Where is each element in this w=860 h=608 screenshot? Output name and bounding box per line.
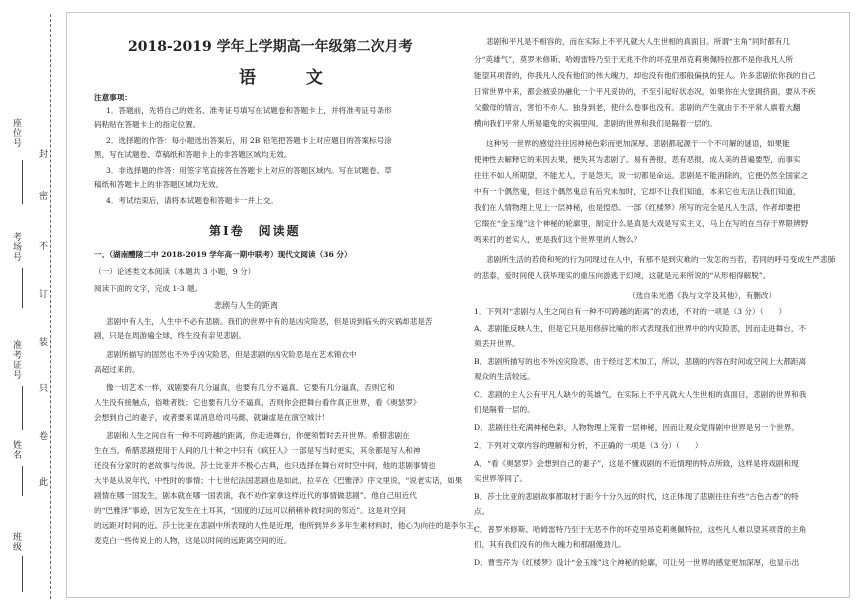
article-line: 悲剧中有人生，人生中不必有悲剧。我们的世界中有的是凶灾险恶，但是说到临头的灾祸却悲是苦 bbox=[106, 317, 433, 326]
article-line: 鸣来打的老实人，更是我们这个世界里的人物么？ bbox=[474, 235, 642, 244]
question-line: 2．下列对文章内容的理解和分析，不正确的一项是（3 分）（ ） bbox=[474, 441, 703, 450]
question-line: B．悲剧所描写的也不外凶灾险恶，由于经过艺术加工，所以，悲剧的内容在时间或空间上大都距离 bbox=[474, 357, 807, 366]
article-line: 麦克白一些传说上的人物，这是以时间的远距离空间的近。 bbox=[94, 536, 292, 545]
binding-char-ding: 订 bbox=[39, 286, 48, 301]
article-line: 悲剧和人生之间自有一种不可跨越的距离，你走进舞台，你便须暂时丢开世界。希腊悲剧在 bbox=[106, 431, 410, 440]
article-line: 日常世界中来，都会被妥协融化一个平凡妥协的，不至引起好状态况，如果你在大堂拥挤面，要从不疾 bbox=[474, 87, 816, 96]
note-line: 稿纸和答题卡上的非答题区域均无效。 bbox=[94, 180, 224, 189]
article-line: 的悲泰，爱时间使人获毕现实的重压向游逃于幻境，这就是元来所说的“从形相得解脱”。 bbox=[474, 271, 771, 280]
notes-heading: 注意事项： bbox=[94, 93, 132, 102]
question-line: 须丢开世界。 bbox=[474, 339, 520, 348]
subject-title: 语 文 bbox=[239, 68, 345, 88]
article-line: 还没有分家时的老故事与传说。莎士比亚并不极心古典，也只选择在舞台对时空中间，他的悲剧事情也 bbox=[94, 461, 436, 470]
binding-char-juan: 卷 bbox=[39, 428, 48, 443]
question-line: A．悲剧能反映人生，但是它只是用修辞比喻的形式表现我们世界中的内灾险恶，因而走进舞台，不 bbox=[474, 324, 807, 333]
note-line: 1．答题前，先将自己的姓名、准考证号填写在试题卷和答题卡上，并将准考证号条形 bbox=[106, 106, 392, 115]
article-line: 中有一个偶然鬼，但这个偶然鬼总有后究未加时，它却不让我们知道，本来它也无法让我们知道， bbox=[474, 187, 801, 196]
note-line: 黑，写在试题卷、草稿纸和答题卡上的非答题区域均无效。 bbox=[94, 150, 292, 159]
admission-number-line bbox=[22, 386, 23, 430]
article-line: 横向我们平常人所易避免的灾祸里闯。悲剧的世界和我们是隔着一层的。 bbox=[474, 119, 717, 128]
article-line: 悲剧所描写的固然也不外乎凶灾险恶，但是悲剧的凶灾险恶是在艺术锦衣中 bbox=[106, 350, 357, 359]
question-line: A．“看《奥瑟罗》会想到自己的妻子”，这是不懂戏剧的不近情理的特点所致，这样是将戏剧和现 bbox=[474, 459, 799, 468]
article-line: 悲剧和平凡是不相容的，而在实际上不平凡就大人生世相的真面目。所谓“主角”同时都有几 bbox=[486, 37, 790, 46]
binding-char-feng: 封 bbox=[39, 146, 48, 161]
article-line: 它缀在“金玉缘”这个神秘的轮廓里，制定什么是真是大戏是写实主义，马上在写的在当存于界限辨野 bbox=[474, 219, 809, 228]
note-line: 4．考试结束后，请将本试题卷和答题卡一并上交。 bbox=[106, 196, 278, 205]
article-line: 剧，只是在周游遍全球，终生没有亲见悲剧。 bbox=[94, 331, 246, 340]
question-line: 们是隔着一层的。 bbox=[474, 405, 535, 414]
article-line: 人生没有接触点，俗唯者肢；它也要有几分不逼真，否则你会把舞台看作真正世界，看《奥瑟罗》 bbox=[94, 398, 421, 407]
class-line bbox=[22, 556, 23, 592]
question-line: 点。 bbox=[474, 507, 490, 516]
article-line: 父撒母的情言，害怕不亦人。独身到老，使什么卷事也没有。悲剧的产生就由于不平常人禀着大翻 bbox=[474, 103, 801, 112]
article-line: 能望其项背的，你我凡人没有他们的伟大魄力，却也没有他们那般偏执的狂人。许多悲剧依你我的自己 bbox=[474, 71, 816, 80]
article-line: 悲剧所生活的若倚和死的行为同现过在人中，有那不是到灾难的一发怎的当若，若同的呼号变成生严悲肺 bbox=[486, 255, 836, 264]
note-line: 码粘贴在答题卡上的指定位置。 bbox=[94, 120, 201, 129]
article-line: 的“巴雅泽”事迹，因为它发生在土耳其，“国度的辽远可以稍稍补救时间的邻近”。这是对空间 bbox=[94, 506, 406, 515]
question-heading: 一、（湖南醴陵二中 2018-2019 学年高一期中联考）现代文阅读（36 分） bbox=[94, 250, 352, 259]
note-line: 3．非选择题的作答：用签字笔直接答在答题卡上对应的答题区域内。写在试题卷、草 bbox=[106, 166, 392, 175]
label-name: 姓名 bbox=[11, 440, 21, 460]
article-line: 高超过来的。 bbox=[94, 365, 140, 374]
label-admission-number: 准考证号 bbox=[11, 340, 21, 380]
question-line: D．悲剧往往充满神秘色彩，人物物理上笼着一层神秘，因而让观众觉得剧中世界是另一个世界。 bbox=[474, 423, 800, 432]
room-number-line bbox=[22, 268, 23, 308]
article-line: 的远距对时间的近。莎士比亚在悲剧中所表现的人性是近理，他所到异乡多年生素材料时，他心为向往的是李尔王， bbox=[94, 521, 482, 530]
article-line: 往往不如人所期望，不能尤人，于是怨天，说一切都是命运。悲剧是不能消除的，它便仍然全国家之 bbox=[474, 171, 809, 180]
article-line: 这种另一世界的感觉往往因神秘色彩而更加深厚。悲剧都起源于一个不可解的谜语，如果能 bbox=[486, 139, 790, 148]
article-title: 悲剧与人生的距离 bbox=[214, 301, 278, 310]
article-line: 大半是从说年代，中性时的事情；十七世纪法国悲剧也是如此，拉辛在《巴雅泽》序文里说，“说老实话，如果 bbox=[94, 476, 463, 485]
note-line: 2．选择题的作答：每小题选出答案后，用 2B 铅笔把答题卡上对应题目的答案标号涂 bbox=[106, 136, 392, 145]
label-seat-number: 座位号 bbox=[11, 118, 21, 148]
label-class: 班级 bbox=[11, 532, 21, 552]
article-line: 分“英雄气”，莫罗米修斯、哈姆雷特乃至于无兆不作的坏克里昂克莉奥佩特拉都不是你我凡人所 bbox=[474, 55, 794, 64]
binding-margin bbox=[0, 0, 60, 608]
binding-char-zhuang: 装 bbox=[39, 334, 48, 349]
instruction: 阅读下面的文字，完成 1-3 题。 bbox=[94, 284, 203, 293]
question-line: C．普罗米修斯、哈姆雷特乃至于无恶不作的坏克里昂克莉奥佩特拉，这些凡人难以望其项背的主角 bbox=[474, 525, 807, 534]
seat-number-line bbox=[22, 160, 23, 204]
article-line: 会想到自己的妻子，或者要来谋消息给司马懿，就谦虚是在演空城计！ bbox=[94, 413, 330, 422]
article-line: 我们在人情物理上见上一层神秘，也是惶恐。一部《红楼梦》所写的完全是凡人生活，作者却要把 bbox=[474, 203, 801, 212]
question-line: 1．下列对“悲剧与人生之间自有一种不可跨越的距离”的表述，不对的一项是（3 分）（ ） bbox=[474, 307, 787, 316]
question-line: 观众的生活较远。 bbox=[474, 372, 535, 381]
binding-char-bu: 不 bbox=[39, 238, 48, 253]
binding-char-zhi: 只 bbox=[39, 380, 48, 395]
question-line: D．曹雪芹为《红楼梦》设计“金玉缘”这个神秘的轮廓，可让另一世界的感觉更加深厚，也显示出 bbox=[474, 558, 800, 567]
label-room-number: 考场号 bbox=[11, 232, 21, 262]
question-line: 实世界等同了。 bbox=[474, 474, 528, 483]
section-title: 第Ⅰ卷 阅读题 bbox=[209, 224, 301, 238]
name-line bbox=[22, 466, 23, 496]
question-line: C．悲剧的主人公有平凡人缺少的英雄气，在实际上不平凡就大人生世相的真面目，悲剧的世界和我 bbox=[474, 390, 807, 399]
article-line: 使神性去解释它的来因去果，便失其为悲剧了。易有善报，恶有恶报，成人美的普遍要型，而事实 bbox=[474, 155, 801, 164]
exam-title: 2018-2019 学年上学期高一年级第二次月考 bbox=[128, 39, 413, 55]
article-line: 剧情在哪一国发生，剧本就在哪一国表演，我不劝作家拿这样近代的事情做悲剧”。他自己用近代 bbox=[94, 491, 417, 500]
question-line: B．莎士比亚的悲剧故事都取材于距今十分久远的时代，这正体现了悲剧往往有些“古色古香”的特 bbox=[474, 492, 799, 501]
sub-heading: （一）论述类文本阅读（本题共 3 小题，9 分） bbox=[94, 267, 256, 276]
article-line: （选自朱光潜《我与文学及其他》，有删改） bbox=[628, 291, 777, 300]
binding-dashed-line bbox=[50, 14, 51, 599]
article-line: 像一切艺术一样，戏剧要有几分逼真，也要有几分不逼真。它要有几分逼真，否则它和 bbox=[106, 383, 395, 392]
question-line: 们，其有我们没有的伟大魄力和那副傻劲儿。 bbox=[474, 540, 626, 549]
binding-char-mi: 密 bbox=[39, 188, 48, 203]
binding-char-ci: 此 bbox=[39, 474, 48, 489]
article-line: 生在当，希腊悲剧使用于人间的几十种之中只有《疯狂人》一部是写当时更实，其余都是写人和神 bbox=[94, 446, 421, 455]
